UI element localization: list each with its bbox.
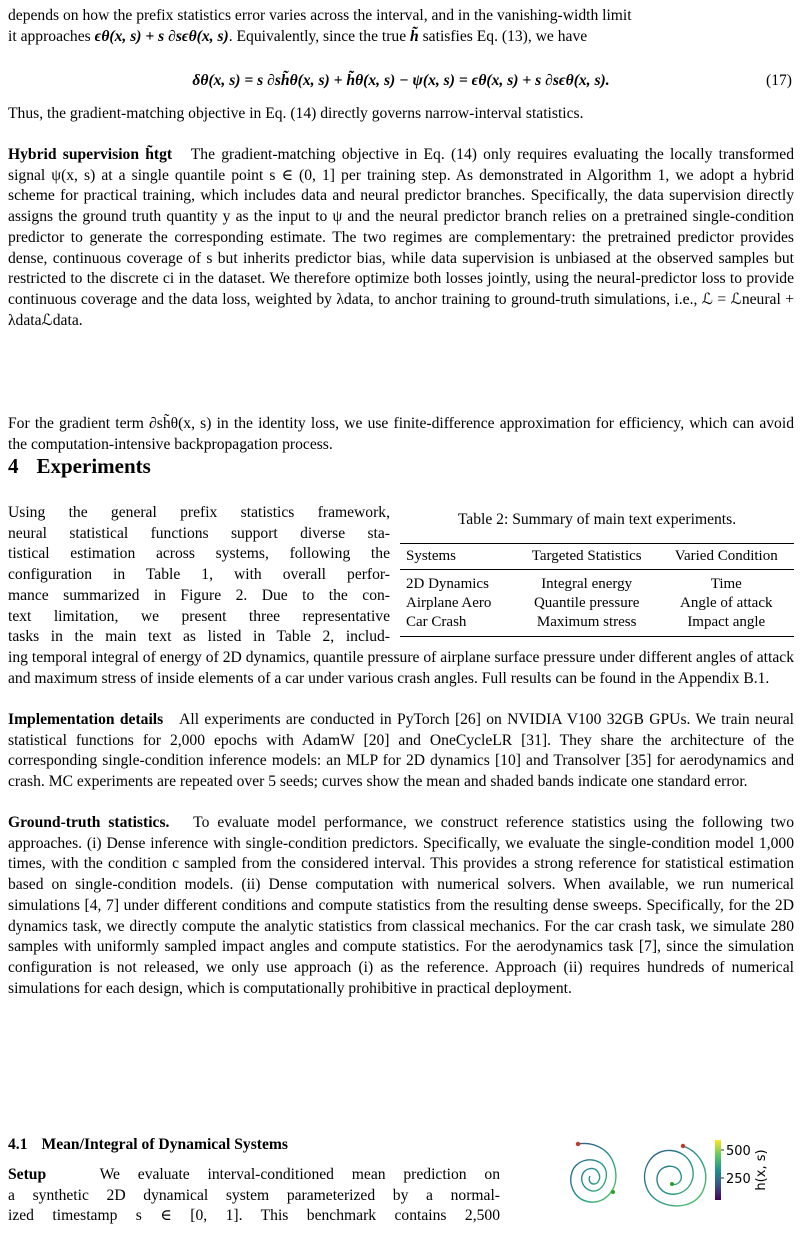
ground-truth-heading: Ground-truth statistics. [8,814,170,831]
table-row [400,613,794,637]
table-2 [400,510,794,637]
implementation-text: All experiments are conducted in PyTorch [26] on NVIDIA V100 32GB GPUs. We train neural statistical functions for 2,000 epochs with AdamW [20] and OneCycleLR [31]. They share the architecture of the corresponding single-condition inference models: an MLP for 2D dynamics [10] and Transolver [35] for aerodynamics and crash. MC experiments are repeated over 5 seeds; curves show the mean and shaded bands indicate one standard error. [8,711,794,791]
table-header: Targeted Statistics [531,547,642,564]
table-cell: 2D Dynamics [406,575,489,592]
intro-line-2 [8,27,794,48]
right-start-point [681,1144,685,1148]
table-header: Varied Condition [674,547,778,564]
limit-expression: ϵθ(x, s) + s ∂sϵθ(x, s) [94,27,229,45]
experiments-wrapped-text [8,503,390,648]
equation-17-number: (17) [766,72,792,89]
table-cell: Maximum stress [536,613,637,630]
wrapped-line: mance summarized in Figure 2. Due to the con- [8,586,390,604]
h-tilde-symbol: h̃ [410,27,419,45]
wrapped-line: text limitation, we present three representative [8,607,390,625]
implementation-paragraph [8,710,794,793]
equation-17-expression: δθ(x, s) = s ∂sh̃θ(x, s) + h̃θ(x, s) − ψ(x, s) = ϵθ(x, s) + s ∂sϵθ(x, s). [192,72,610,89]
table-row [400,594,794,613]
summary-table [400,543,794,637]
thus-paragraph: Thus, the gradient-matching objective in Eq. (14) directly governs narrow-interval statistics. [8,105,584,122]
colorbar [715,1140,721,1200]
colorbar-tick-label: 500 [726,1144,751,1159]
spiral-figure [560,1138,792,1226]
hybrid-supervision-heading: Hybrid supervision h̃tgt [8,146,173,163]
intro-line-2-mid: . Equivalently, since the true [228,27,411,45]
table-header: Systems [406,547,457,564]
setup-line: a synthetic 2D dynamical system parameterized by a normal- [8,1186,500,1204]
left-start-point [576,1142,580,1146]
setup-line: ized timestamp s ∈ [0, 1]. This benchmark contains 2,500 [8,1207,500,1225]
equation-17 [8,71,794,95]
experiments-full-text: ing temporal integral of energy of 2D dynamics, quantile pressure of airplane surface pressure under different angles of attack and maximum stress of inside elements of a car under various crash angles. Full results can be found in the Appendix B.1. [8,649,794,687]
table-cell: Airplane Aero [406,594,492,611]
setup-line [8,1165,500,1186]
wrapped-line: neural statistical functions support diverse sta- [8,524,390,542]
right-spiral [645,1146,706,1206]
left-end-point [611,1190,615,1194]
table-row [400,569,794,594]
table-cell: Car Crash [406,613,467,630]
subsection-4-1-title: Mean/Integral of Dynamical Systems [41,1136,288,1153]
table-2-caption: Table 2: Summary of main text experiments. [457,511,737,528]
table-cell: Time [710,575,742,592]
hybrid-supervision-paragraph [8,145,794,331]
setup-paragraph [8,1165,500,1227]
section-4-heading [8,453,151,479]
subsection-4-1-number: 4.1 [8,1136,28,1153]
subsection-4-1-heading [8,1135,288,1156]
section-4-title: Experiments [36,454,151,478]
gradient-term-paragraph: For the gradient term ∂sh̃θ(x, s) in the identity loss, we use finite-difference approximation for efficiency, which can avoid the computation-intensive backpropagation process. [8,415,794,453]
hybrid-supervision-text: The gradient-matching objective in Eq. (14) only requires evaluating the locally transformed signal ψ(x, s) at a single quantile point s ∈ (0, 1] per training step. As demonstrated in Algorithm 1, we adopt a hybrid scheme for practical training, which includes data and neural predictor branches. Specifically, the data supervision directly assigns the ground truth quantity y as the input to ψ and the neural predictor branch relies on a pretrained single-condition predictor to generate the corresponding estimate. The two regimes are complementary: the pretrained predictor provides dense, continuous coverage of s but inherits predictor bias, while data supervision is unbiased at the observed samples but restricted to the discrete ci in the dataset. We therefore optimize both losses jointly, using the neural-predictor loss to provide continuous coverage and the data loss, weighted by λdata, to anchor training to ground-truth simulations, i.e., ℒ = ℒneural + λdataℒdata. [8,146,795,329]
colorbar-tick-label: 250 [726,1172,751,1187]
ground-truth-paragraph [8,813,794,999]
ground-truth-text: To evaluate model performance, we construct reference statistics using the following two approaches. (i) Dense inference with single-condition predictors. Specifically, we evaluate the single-condition model 1,000 times, with the condition c sampled from the considered interval. This provides a strong reference for statistical estimation based on single-condition models. (ii) Dense computation with numerical solvers. When available, we run numerical simulations [4, 7] under different conditions and compute statistics from the resulting dense sweeps. Specifically, for the 2D dynamics task, we directly compute the analytic statistics from classical mechanics. For the car crash task, we simulate 280 samples with uniformly sampled impact angles and compute statistics. For the aerodynamics task [7], since the simulation configuration is not released, we only use approach (i) as the reference. Approach (ii) requires hundreds of numerical simulations for each design, which is computationally prohibitive in practical deployment. [8,814,794,997]
intro-line-1: depends on how the prefix statistics error varies across the interval, and in the vanishing-width limit [8,7,632,24]
intro-line-2-end: satisfies Eq. (13), we have [418,27,588,45]
wrapped-line: tasks in the main text as listed in Table 2, includ- [8,628,390,646]
setup-line-text: We evaluate interval-conditioned mean prediction on [99,1166,500,1183]
wrapped-line: tistical estimation across systems, following the [8,545,390,563]
table-cell: Integral energy [541,575,633,592]
setup-heading: Setup [8,1166,47,1183]
implementation-heading: Implementation details [8,711,164,728]
intro-paragraph [8,6,794,47]
colorbar-label: h(x, s) [754,1149,769,1191]
table-cell: Impact angle [687,613,766,630]
wrapped-line: configuration in Table 1, with overall perfor- [8,566,390,584]
intro-line-2-start: it approaches [8,27,95,45]
section-4-number: 4 [8,454,19,478]
right-end-point [670,1182,674,1186]
table-cell: Angle of attack [680,594,773,611]
wrapped-line: Using the general prefix statistics framework, [8,504,390,521]
table-cell: Quantile pressure [533,594,640,611]
spiral-plot [560,1138,792,1226]
left-spiral [571,1144,616,1203]
